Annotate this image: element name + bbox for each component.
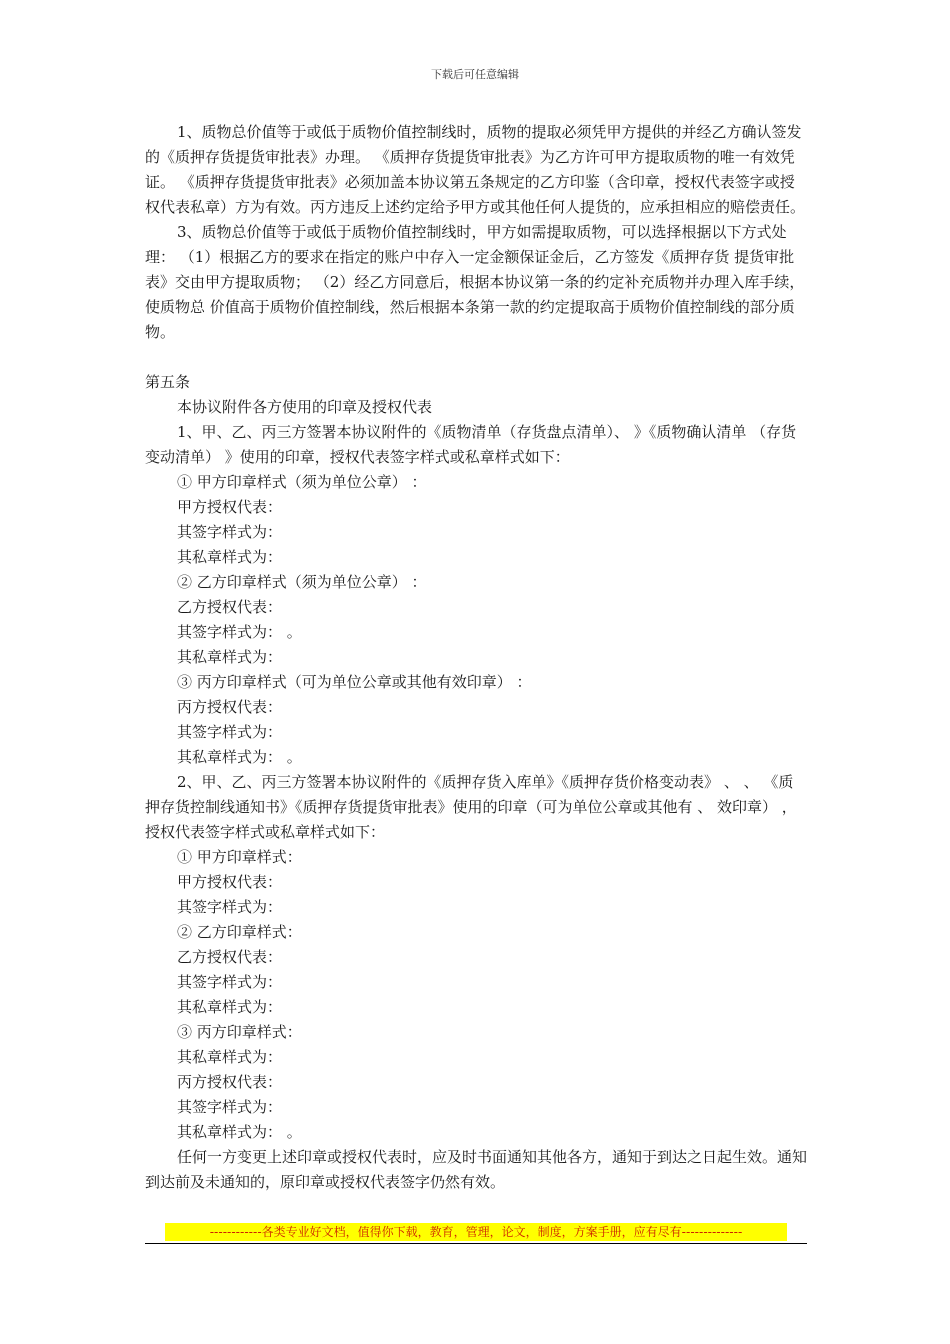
clause-1-item: 丙方授权代表： bbox=[177, 698, 283, 716]
clause-2-item: 乙方授权代表： bbox=[177, 948, 283, 966]
clause-1-item: 其签字样式为： bbox=[177, 723, 283, 741]
clause-2-item: 其私章样式为： bbox=[177, 1048, 283, 1066]
paragraph-1: 1、质物总价值等于或低于质物价值控制线时，质物的提取必须凭甲方提供的并经乙方确认签发的《质押存货提货审批表》办理。 《质押存货提货审批表》为乙方许可甲方提取质物的唯一有效凭证。 《质押存货提货审批表》必须加盖本协议第五条规定的乙方印鉴（含印章，授权代表签字或授权代表私章）方为有效。丙方违反上述约定给予甲方或其他任何人提货的，应承担相应的赔偿责任。 bbox=[145, 123, 806, 216]
clause-1: 1、甲、乙、丙三方签署本协议附件的《质物清单（存货盘点清单）、 》《质物确认清单 （存货变动清单） 》使用的印章，授权代表签字样式或私章样式如下： bbox=[145, 423, 797, 466]
clause-1-item: 其私章样式为： bbox=[177, 648, 283, 666]
clause-2-item: 丙方授权代表： bbox=[177, 1073, 283, 1091]
clause-1-item: 其私章样式为： bbox=[177, 548, 283, 566]
clause-2-item: 其签字样式为： bbox=[177, 1098, 283, 1116]
clause-1-item: ① 甲方印章样式（须为单位公章） ： bbox=[177, 473, 427, 491]
clause-1-item: 其私章样式为： 。 bbox=[177, 748, 302, 766]
clause-2-item: ① 甲方印章样式： bbox=[177, 848, 302, 866]
paragraph-3: 3、质物总价值等于或低于质物价值控制线时，甲方如需提取质物，可以选择根据以下方式处理： （1）根据乙方的要求在指定的账户中存入一定金额保证金后，乙方签发《质押存货 提货审批表》交由甲方提取质物； （2）经乙方同意后，根据本协议第一条的约定补充质物并办理入库手续，使质物总 价值高于质物价值控制线，然后根据本条第一款的约定提取高于质物价值控制线的部分质物。 bbox=[145, 223, 805, 341]
closing-paragraph: 任何一方变更上述印章或授权代表时，应及时书面通知其他各方，通知于到达之日起生效。通知到达前及未通知的，原印章或授权代表签字仍然有效。 bbox=[145, 1148, 808, 1191]
clause-2-item: ② 乙方印章样式： bbox=[177, 923, 302, 941]
page-header: 下载后可任意编辑 bbox=[431, 68, 519, 81]
footer-divider bbox=[145, 1243, 807, 1244]
clause-2-item: 其签字样式为： bbox=[177, 973, 283, 991]
article-title: 第五条 bbox=[145, 373, 191, 391]
clause-1-item: 乙方授权代表： bbox=[177, 598, 283, 616]
clause-1-item: ② 乙方印章样式（须为单位公章） ： bbox=[177, 573, 427, 591]
clause-2-item: 其签字样式为： bbox=[177, 898, 283, 916]
article-intro: 本协议附件各方使用的印章及授权代表 bbox=[177, 398, 433, 416]
clause-2-item: 甲方授权代表： bbox=[177, 873, 283, 891]
clause-1-item: 其签字样式为： bbox=[177, 523, 283, 541]
footer-banner: ------------各类专业好文档，值得你下载，教育，管理，论文，制度，方案手册，应有尽有-------------- bbox=[165, 1223, 787, 1241]
clause-2-item: 其私章样式为： 。 bbox=[177, 1123, 302, 1141]
clause-2-item: ③ 丙方印章样式： bbox=[177, 1023, 302, 1041]
clause-1-item: 甲方授权代表： bbox=[177, 498, 283, 516]
clause-2: 2、甲、乙、丙三方签署本协议附件的《质押存货入库单》《质押存货价格变动表》 、 、 《质押存货控制线通知书》《质押存货提货审批表》使用的印章（可为单位公章或其他有 、 效印章） ，授权代表签字样式或私章样式如下： bbox=[145, 773, 797, 841]
clause-1-item: ③ 丙方印章样式（可为单位公章或其他有效印章） ： bbox=[177, 673, 532, 691]
document-body bbox=[145, 120, 807, 1195]
clause-1-item: 其签字样式为： 。 bbox=[177, 623, 302, 641]
clause-2-item: 其私章样式为： bbox=[177, 998, 283, 1016]
spacer bbox=[145, 345, 807, 370]
